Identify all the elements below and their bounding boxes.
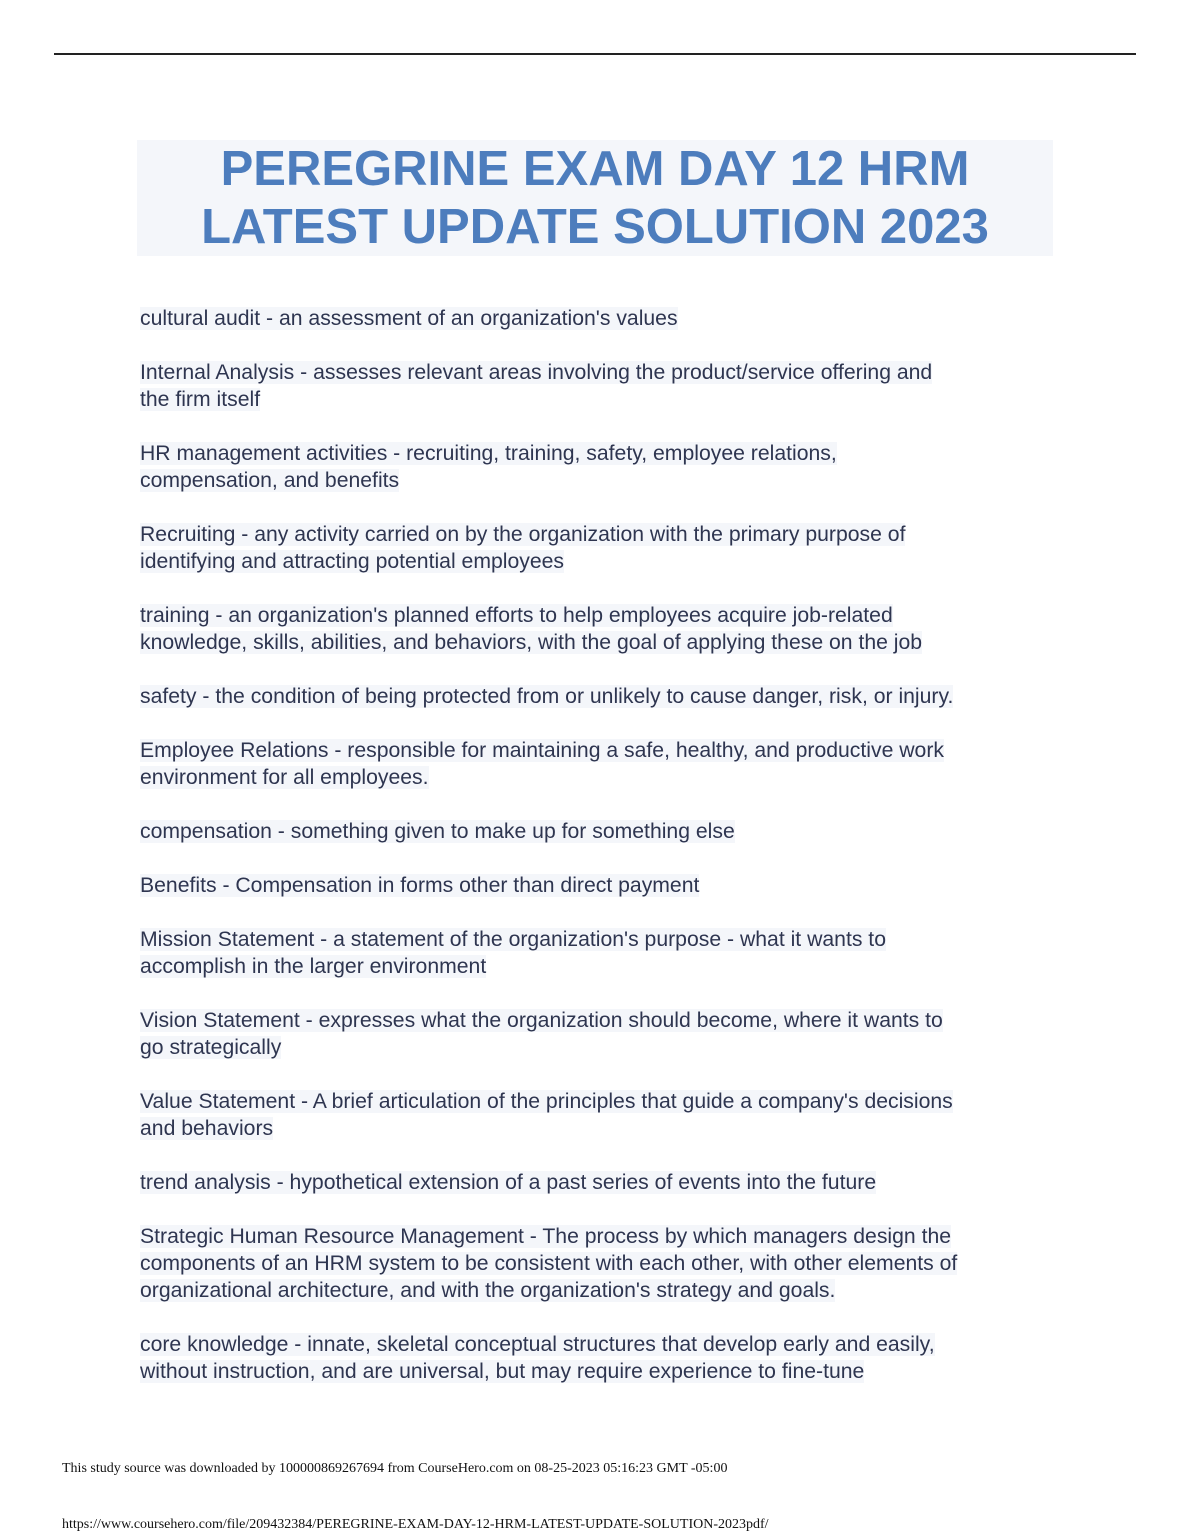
definition-entry (140, 305, 1055, 332)
definition-text: cultural audit - an assessment of an organization's values (140, 307, 678, 330)
definition-list (140, 305, 1055, 1412)
definition-entry (140, 1088, 1055, 1142)
definition-text: trend analysis - hypothetical extension of a past series of events into the future (140, 1171, 877, 1194)
title-line-2: LATEST UPDATE SOLUTION 2023 (201, 200, 989, 254)
definition-entry (140, 872, 1055, 899)
definition-entry (140, 926, 1055, 980)
definition-text: core knowledge - innate, skeletal conceptual structures that develop early and easily, without instruction, and are universal, but may require experience to fine-tune (140, 1333, 935, 1383)
definition-entry (140, 683, 1055, 710)
download-source-note: This study source was downloaded by 100000869267694 from CourseHero.com on 08-25-2023 05:16:23 GMT -05:00 (62, 1461, 728, 1476)
definition-entry (140, 818, 1055, 845)
definition-text: compensation - something given to make up for something else (140, 820, 735, 843)
definition-text: Employee Relations - responsible for maintaining a safe, healthy, and productive work environment for all employees. (140, 739, 944, 789)
definition-entry (140, 1169, 1055, 1196)
definition-entry (140, 1223, 1055, 1304)
definition-text: training - an organization's planned efforts to help employees acquire job-related knowledge, skills, abilities, and behaviors, with the goal of applying these on the job (140, 604, 923, 654)
title-line-1: PEREGRINE EXAM DAY 12 HRM (220, 142, 970, 196)
definition-text: Internal Analysis - assesses relevant areas involving the product/service offering and the firm itself (140, 361, 933, 411)
definition-text: Benefits - Compensation in forms other than direct payment (140, 874, 700, 897)
definition-text: HR management activities - recruiting, training, safety, employee relations, compensation, and benefits (140, 442, 837, 492)
definition-text: Strategic Human Resource Management - The process by which managers design the components of an HRM system to be consistent with each other, with other elements of organizational architecture, and with the organization's strategy and goals. (140, 1225, 958, 1302)
definition-entry (140, 521, 1055, 575)
definition-entry (140, 602, 1055, 656)
header-rule (54, 53, 1136, 55)
source-url[interactable]: https://www.coursehero.com/file/209432384/PEREGRINE-EXAM-DAY-12-HRM-LATEST-UPDATE-SOLUTION-2023pdf/ (62, 1517, 769, 1532)
definition-entry (140, 1007, 1055, 1061)
document-title (137, 140, 1053, 256)
definition-entry (140, 440, 1055, 494)
definition-entry (140, 737, 1055, 791)
definition-text: safety - the condition of being protected from or unlikely to cause danger, risk, or injury. (140, 685, 954, 708)
definition-text: Mission Statement - a statement of the organization's purpose - what it wants to accomplish in the larger environment (140, 928, 886, 978)
definition-text: Vision Statement - expresses what the organization should become, where it wants to go strategically (140, 1009, 943, 1059)
definition-entry (140, 359, 1055, 413)
definition-text: Recruiting - any activity carried on by the organization with the primary purpose of identifying and attracting potential employees (140, 523, 906, 573)
definition-entry (140, 1331, 1055, 1385)
definition-text: Value Statement - A brief articulation of the principles that guide a company's decisions and behaviors (140, 1090, 953, 1140)
